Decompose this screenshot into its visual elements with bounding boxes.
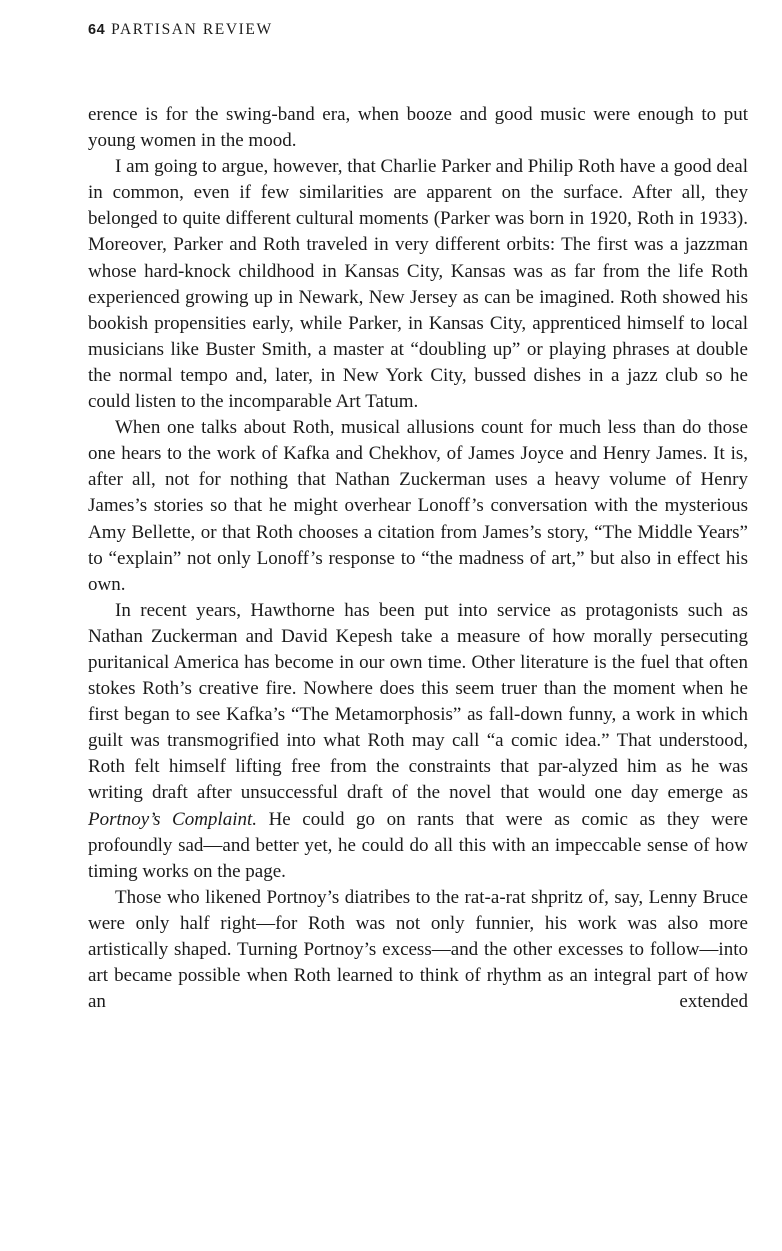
body-text xyxy=(88,102,748,1015)
paragraph-5: Those who likened Portnoy’s diatribes to the rat-a-rat shpritz of, say, Lenny Bruce were only half right—for Roth was not only funnier, his work was also more artistically shaped. Turning Portnoy’s excess—and the other excesses to follow—into art became possible when Roth learned to think of rhythm as an integral part of how an extended xyxy=(88,886,748,1013)
paragraph-3: When one talks about Roth, musical allusions count for much less than do those one hears to the work of Kafka and Chekhov, of James Joyce and Henry James. It is, after all, not for nothing that Nathan Zuckerman uses a heavy volume of Henry James’s stories so that he might overhear Lonoff’s conversation with the mysterious Amy Bellette, or that Roth chooses a citation from James’s story, “The Middle Years” to “explain” not only Lonoff’s response to “the madness of art,” but also in effect his own. xyxy=(88,417,748,595)
book-title-italic: Portnoy’s Complaint. xyxy=(88,808,258,830)
book-page xyxy=(88,0,748,1251)
journal-title: PARTISAN REVIEW xyxy=(111,21,273,38)
paragraph-1: erence is for the swing-band era, when booze and good music were enough to put young women in the mood. xyxy=(88,104,748,152)
paragraph-4 xyxy=(88,598,748,885)
paragraph-4-text-after: He could go on rants that were as comic as they were profoundly sad—and better yet, he could do all this with an impeccable sense of how timing works on the page. xyxy=(88,808,748,882)
paragraph-2: I am going to argue, however, that Charlie Parker and Philip Roth have a good deal in common, even if few similarities are apparent on the surface. After all, they belonged to quite different cultural moments (Parker was born in 1920, Roth in 1933). Moreover, Parker and Roth traveled in very different orbits: The first was a jazzman whose hard-knock childhood in Kansas City, Kansas was as far from the life Roth experienced growing up in Newark, New Jersey as can be imagined. Roth showed his bookish propensities early, while Parker, in Kansas City, apprenticed himself to local musicians like Buster Smith, a master at “doubling up” or playing phrases at double the normal tempo and, later, in New York City, bussed dishes in a jazz club so he could listen to the incomparable Art Tatum. xyxy=(88,156,748,413)
running-head xyxy=(88,21,273,39)
page-number: 64 xyxy=(88,22,106,38)
paragraph-4-text-before: In recent years, Hawthorne has been put into service as protagonists such as Nathan Zuckerman and David Kepesh take a measure of how morally persecuting puritanical America has become in our own time. Other literature is the fuel that often stokes Roth’s creative fire. Nowhere does this seem truer than the moment when he first began to see Kafka’s “The Metamorphosis” as fall-down funny, a work in which guilt was transmogrified into what Roth may call “a comic idea.” That understood, Roth felt himself lifting free from the constraints that par-alyzed him as he was writing draft after unsuccessful draft of the novel that would one day emerge as xyxy=(88,599,748,804)
